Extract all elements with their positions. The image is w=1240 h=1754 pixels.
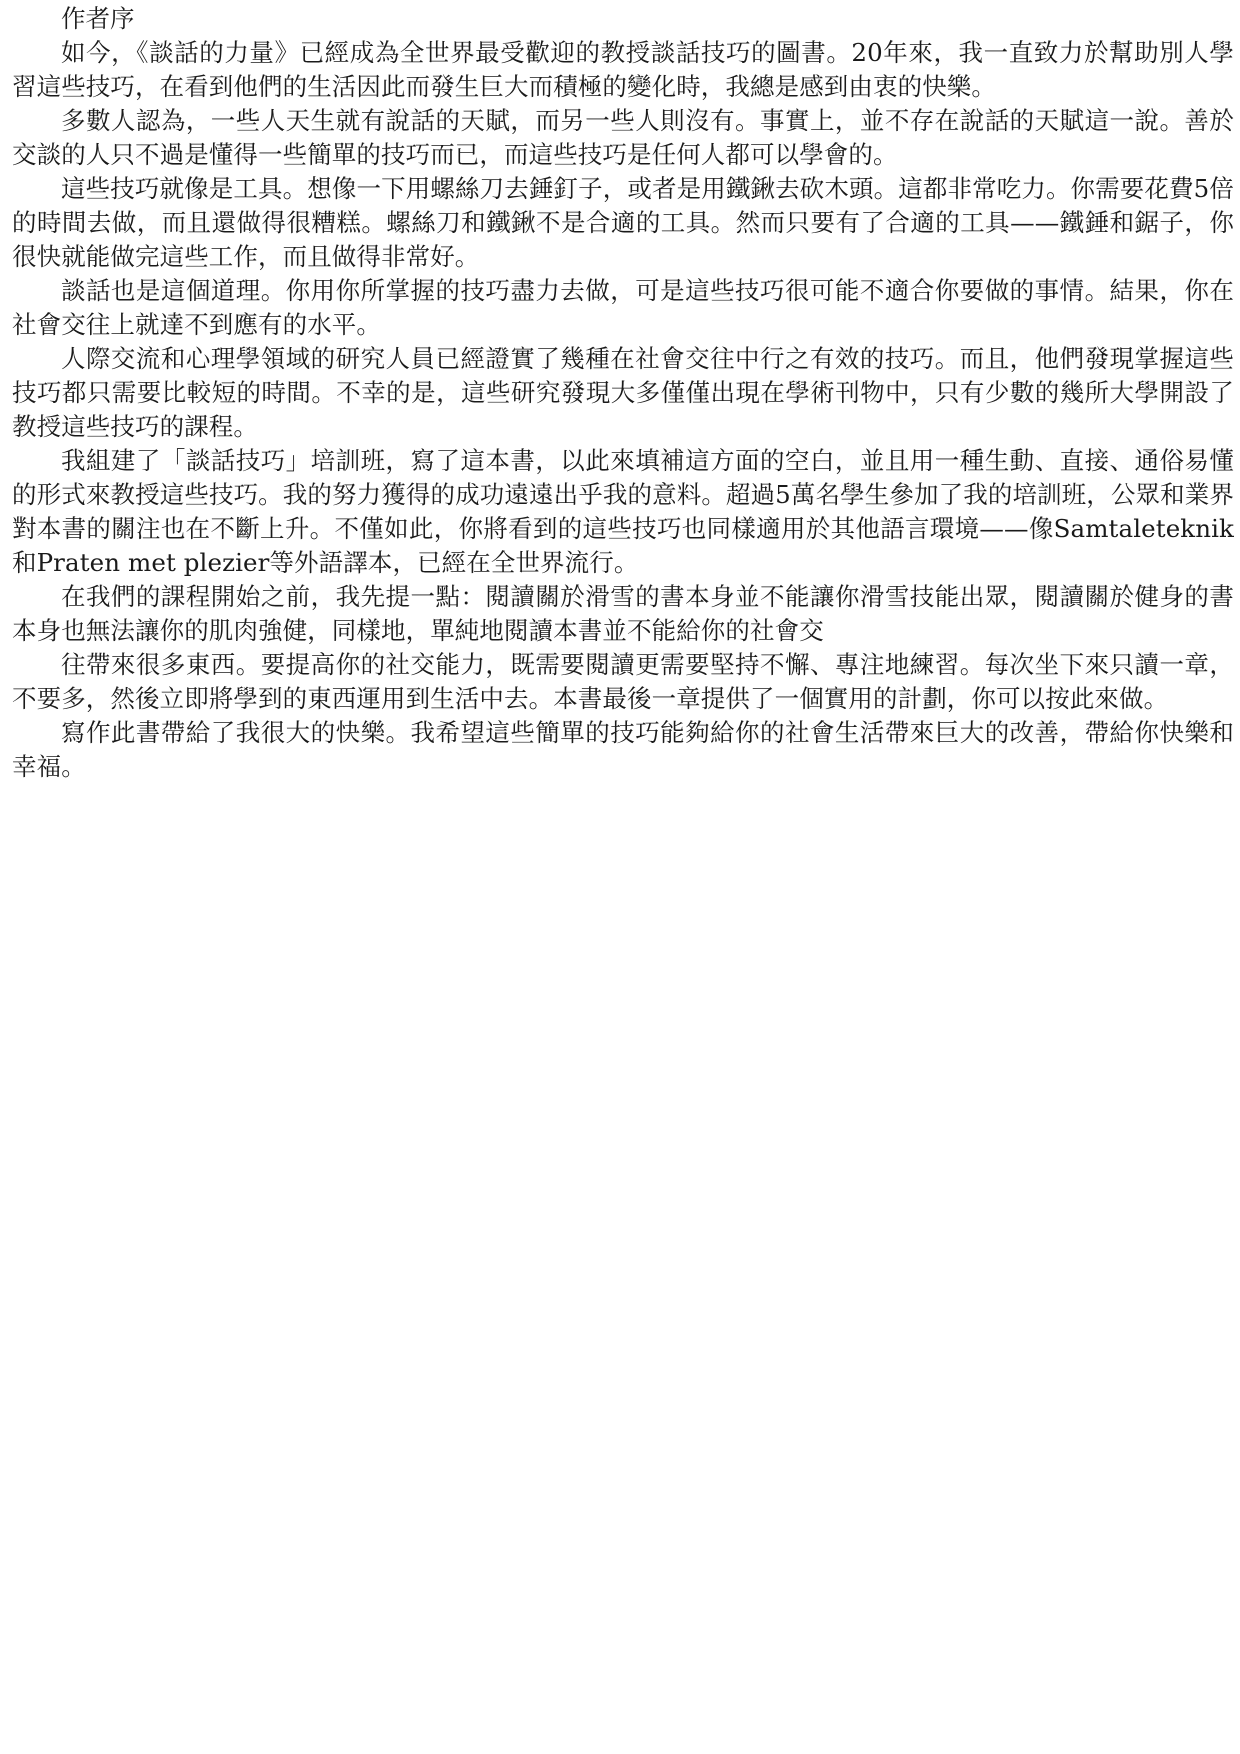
document-page (12, 2, 1234, 784)
paragraph-8: 往帶來很多東西。要提高你的社交能力，既需要閱讀更需要堅持不懈、專注地練習。每次坐下來只讀一章，不要多，然後立即將學到的東西運用到生活中去。本書最後一章提供了一個實用的計劃，你可以按此來做。 (12, 650, 1234, 713)
paragraph-4: 談話也是這個道理。你用你所掌握的技巧盡力去做，可是這些技巧很可能不適合你要做的事情。結果，你在社會交往上就達不到應有的水平。 (12, 276, 1234, 339)
paragraph-5: 人際交流和心理學領域的研究人員已經證實了幾種在社會交往中行之有效的技巧。而且，他們發現掌握這些技巧都只需要比較短的時間。不幸的是，這些研究發現大多僅僅出現在學術刊物中，只有少數的幾所大學開設了教授這些技巧的課程。 (12, 344, 1234, 441)
paragraph-9: 寫作此書帶給了我很大的快樂。我希望這些簡單的技巧能夠給你的社會生活帶來巨大的改善，帶給你快樂和幸福。 (12, 718, 1234, 781)
paragraph-6: 我組建了「談話技巧」培訓班，寫了這本書，以此來填補這方面的空白，並且用一種生動、直接、通俗易懂的形式來教授這些技巧。我的努力獲得的成功遠遠出乎我的意料。超過5萬名學生參加了我的培訓班，公眾和業界對本書的關注也在不斷上升。不僅如此，你將看到的這些技巧也同樣適用於其他語言環境——像Samtaleteknik和Praten met plezier等外語譯本，已經在全世界流行。 (12, 446, 1234, 577)
paragraph-1: 如今，《談話的力量》已經成為全世界最受歡迎的教授談話技巧的圖書。20年來，我一直致力於幫助別人學習這些技巧，在看到他們的生活因此而發生巨大而積極的變化時，我總是感到由衷的快樂。 (12, 38, 1234, 101)
document-title: 作者序 (61, 4, 135, 33)
paragraph-7: 在我們的課程開始之前，我先提一點：閱讀關於滑雪的書本身並不能讓你滑雪技能出眾，閱讀關於健身的書本身也無法讓你的肌肉強健，同樣地，單純地閱讀本書並不能給你的社會交 (12, 582, 1234, 645)
paragraph-3: 這些技巧就像是工具。想像一下用螺絲刀去錘釘子，或者是用鐵鍬去砍木頭。這都非常吃力。你需要花費5倍的時間去做，而且還做得很糟糕。螺絲刀和鐵鍬不是合適的工具。然而只要有了合適的工具——鐵錘和鋸子，你很快就能做完這些工作，而且做得非常好。 (12, 174, 1234, 271)
paragraph-2: 多數人認為，一些人天生就有說話的天賦，而另一些人則沒有。事實上，並不存在說話的天賦這一說。善於交談的人只不過是懂得一些簡單的技巧而已，而這些技巧是任何人都可以學會的。 (12, 106, 1234, 169)
